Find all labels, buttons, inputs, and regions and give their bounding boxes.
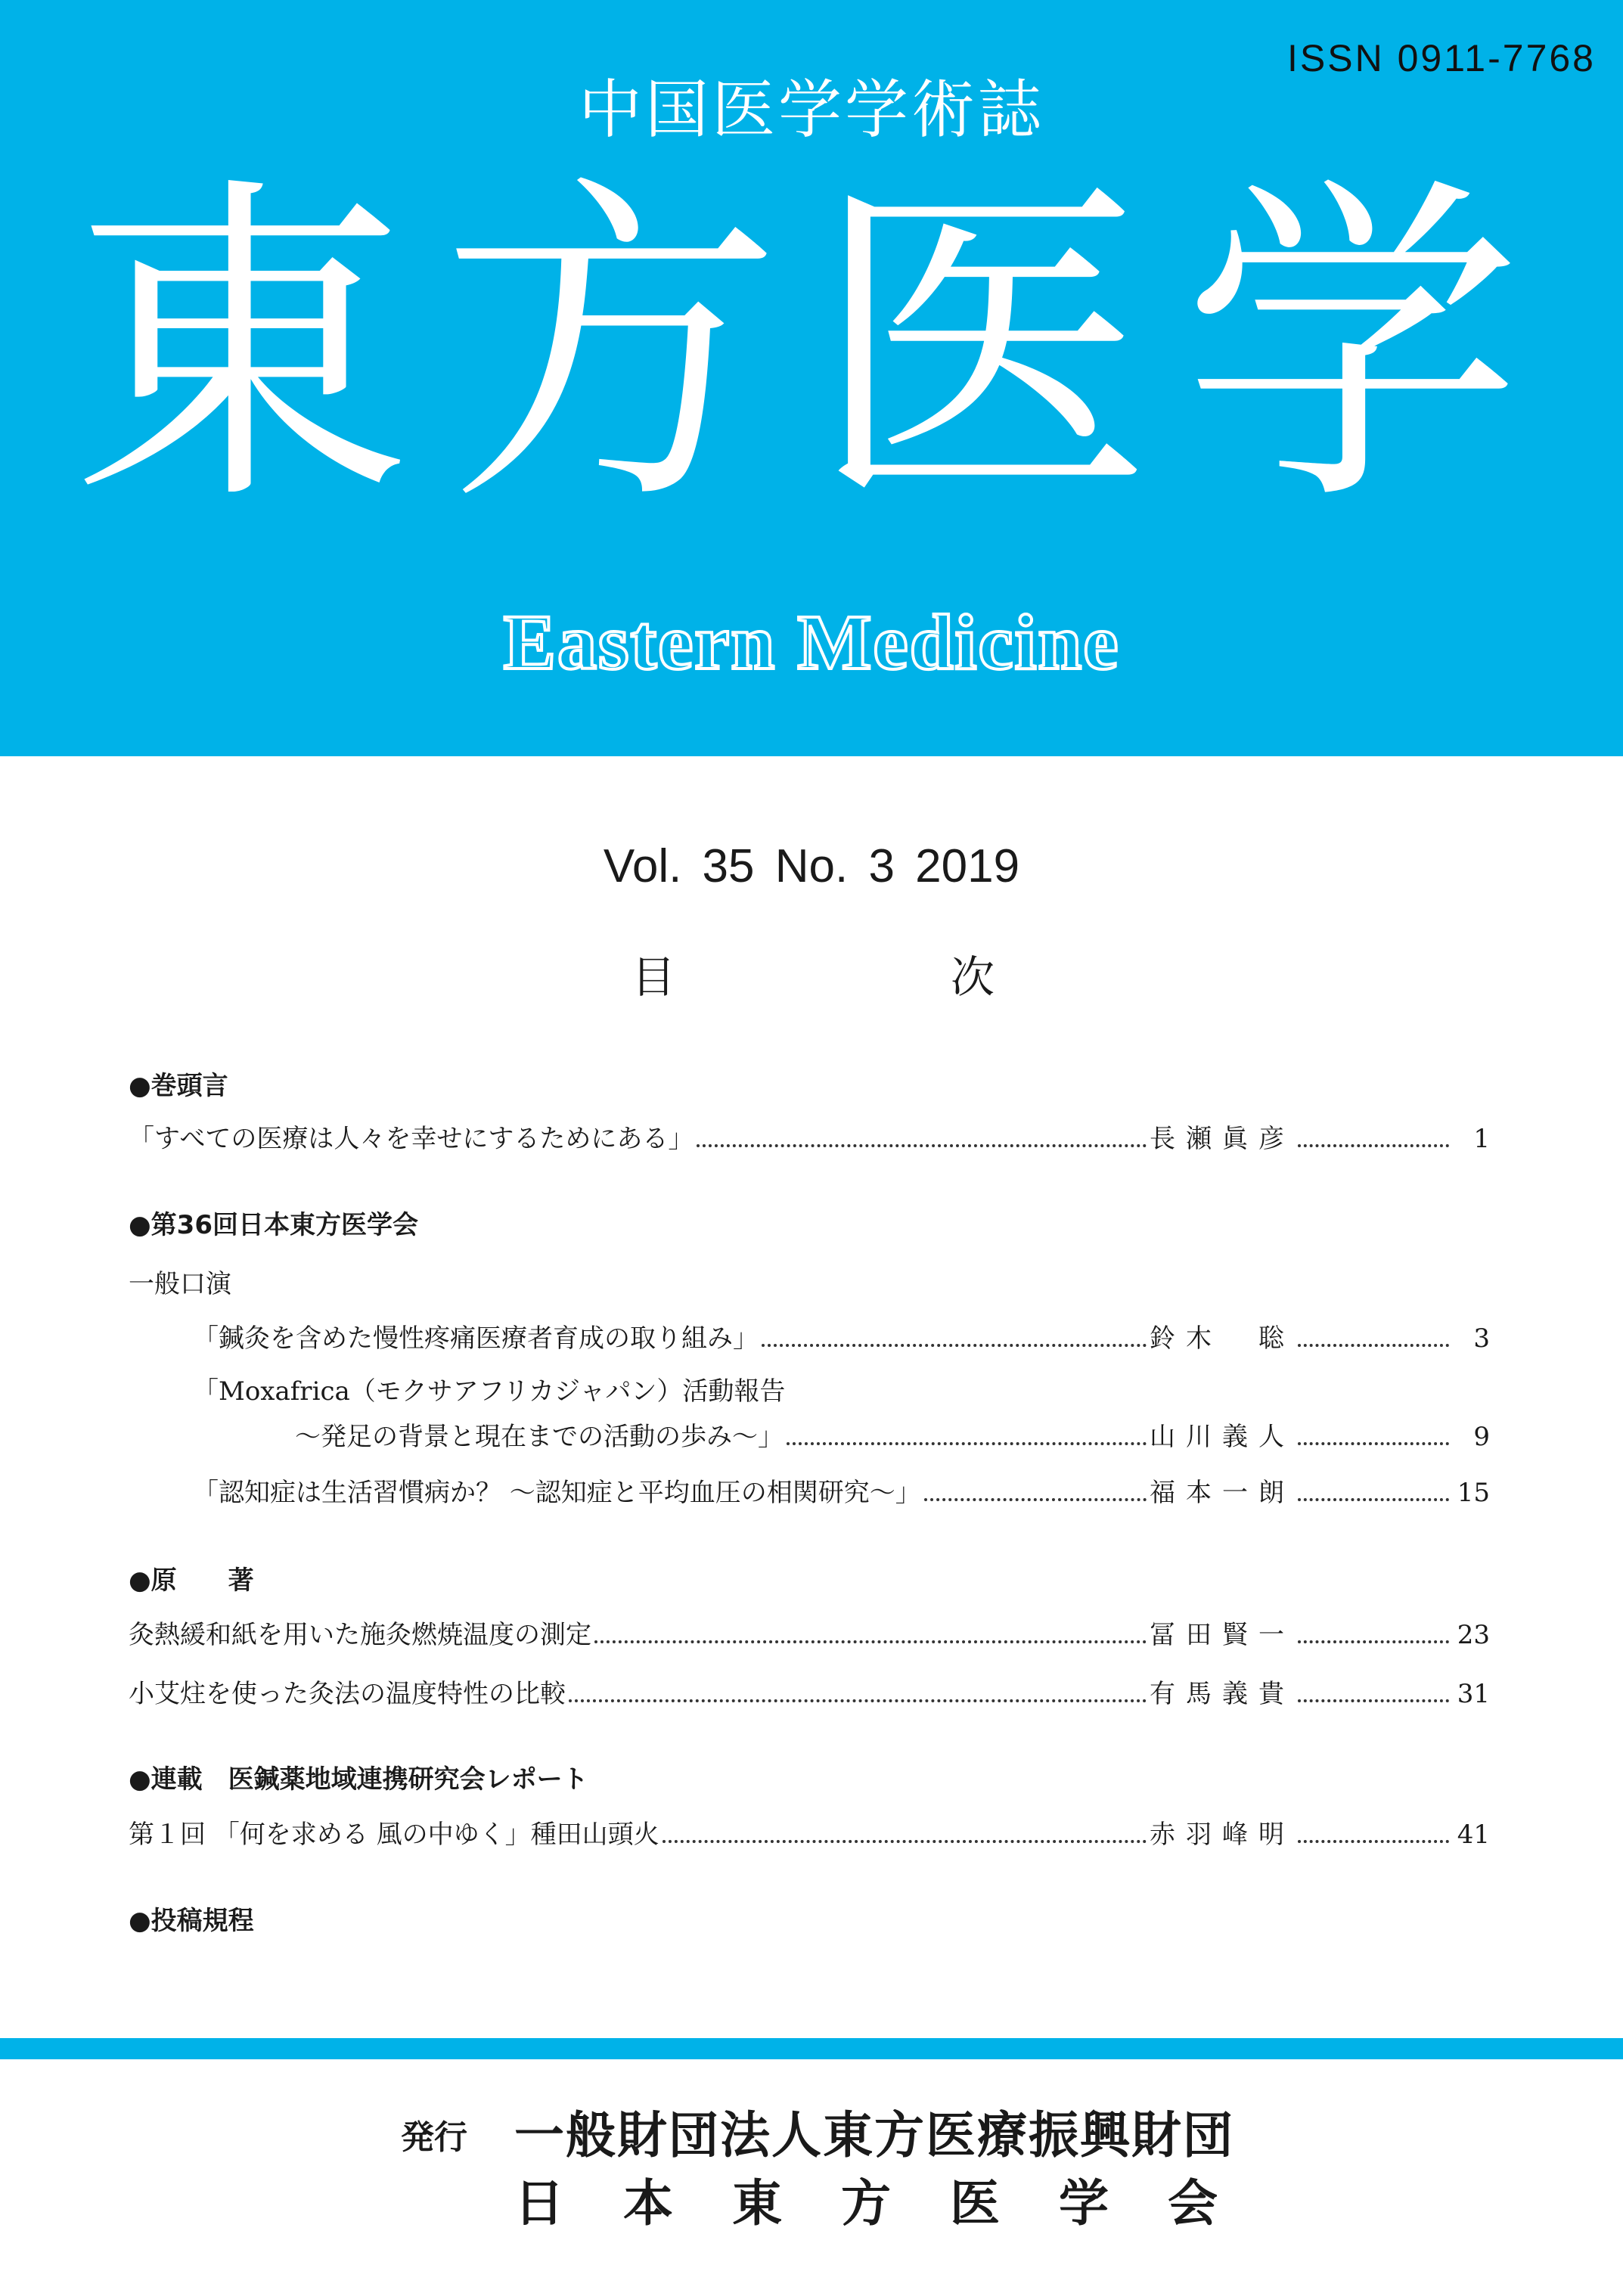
entry-author: 冨田賢一: [1150, 1620, 1295, 1650]
leader-dots: [1298, 1442, 1449, 1445]
issn-number: ISSN 0911-7768: [1287, 37, 1596, 79]
entry-author: 有馬義貴: [1150, 1679, 1295, 1709]
entry-title: 灸熱緩和紙を用いた施灸燃焼温度の測定: [129, 1620, 591, 1650]
entry-page: 3: [1473, 1323, 1490, 1354]
section-series: ●連載 医鍼薬地域連携研究会レポート: [129, 1764, 588, 1795]
toc-heading-char: 次: [950, 951, 995, 1003]
toc-entry[interactable]: [295, 1416, 1490, 1453]
toc-entry[interactable]: [129, 1118, 1490, 1155]
publisher-society: [514, 2163, 1218, 2235]
section-congress: ●第36回日本東方医学会: [129, 1210, 418, 1240]
leader-dots: [697, 1144, 1147, 1147]
leader-dots: [1298, 1699, 1449, 1702]
entry-title: 第１回 「何を求める 風の中ゆく」種田山頭火: [129, 1820, 659, 1850]
entry-author: 鈴木 聡: [1150, 1323, 1295, 1354]
toc-entry[interactable]: [193, 1317, 1490, 1354]
journal-supertitle: 中国医学学術誌: [578, 73, 1044, 147]
toc-entry[interactable]: [193, 1472, 1490, 1509]
leader-dots: [787, 1442, 1147, 1445]
publisher-label: 発行: [401, 2118, 467, 2157]
leader-dots: [663, 1840, 1147, 1843]
entry-title-line1: 「Moxafrica（モクサアフリカジャパン）活動報告: [193, 1376, 786, 1407]
publisher-foundation: 一般財団法人東方医療振興財団: [514, 2106, 1234, 2164]
entry-title: ～発足の背景と現在までの活動の歩み～」: [295, 1422, 784, 1452]
publisher-char: 東: [732, 2174, 782, 2232]
publisher-char: 学: [1059, 2174, 1109, 2232]
leader-dots: [569, 1699, 1147, 1702]
leader-dots: [1298, 1344, 1449, 1347]
leader-dots: [1298, 1498, 1449, 1501]
entry-title: 「認知症は生活習慣病か？ ～認知症と平均血圧の相関研究～」: [193, 1478, 921, 1508]
toc-entry[interactable]: [129, 1673, 1490, 1710]
journal-english-title: Eastern Medicine: [503, 599, 1120, 686]
journal-title: 東方医学: [70, 150, 1553, 546]
leader-dots: [594, 1640, 1147, 1643]
publisher-char: 本: [623, 2174, 673, 2232]
toc-entry[interactable]: [129, 1814, 1490, 1851]
toc-heading-char: 目: [632, 951, 676, 1003]
section-submission-rules: ●投稿規程: [129, 1906, 254, 1936]
section-foreword: ●巻頭言: [129, 1071, 228, 1101]
leader-dots: [1298, 1144, 1449, 1147]
toc-heading: [632, 942, 995, 1005]
entry-author: 山川義人: [1150, 1422, 1295, 1452]
entry-page: 41: [1457, 1820, 1490, 1850]
bottom-divider: [0, 2038, 1623, 2059]
subsection-general-talks: 一般口演: [129, 1269, 231, 1299]
leader-dots: [1298, 1840, 1449, 1843]
issue-info: Vol. 35 No. 3 2019: [603, 840, 1020, 892]
leader-dots: [924, 1498, 1147, 1501]
entry-author: 長瀬眞彦: [1150, 1124, 1295, 1154]
entry-author: 赤羽峰明: [1150, 1820, 1295, 1850]
entry-title: 「すべての医療は人々を幸せにするためにある」: [129, 1124, 694, 1154]
entry-author: 福本一朗: [1150, 1478, 1295, 1508]
entry-page: 1: [1473, 1124, 1490, 1154]
publisher-char: 方: [841, 2174, 891, 2232]
publisher-char: 医: [950, 2174, 1000, 2232]
entry-title: 「鍼灸を含めた慢性疼痛医療者育成の取り組み」: [193, 1323, 759, 1354]
publisher-char: 会: [1168, 2174, 1218, 2232]
leader-dots: [1298, 1640, 1449, 1643]
entry-page: 15: [1457, 1478, 1490, 1508]
entry-page: 31: [1457, 1679, 1490, 1709]
publisher-char: 日: [514, 2174, 564, 2232]
entry-page: 23: [1457, 1620, 1490, 1650]
entry-page: 9: [1473, 1422, 1490, 1452]
entry-title: 小艾炷を使った灸法の温度特性の比較: [129, 1679, 566, 1709]
leader-dots: [762, 1344, 1147, 1347]
toc-entry[interactable]: [129, 1614, 1490, 1651]
section-original-articles: ●原 著: [129, 1565, 254, 1596]
